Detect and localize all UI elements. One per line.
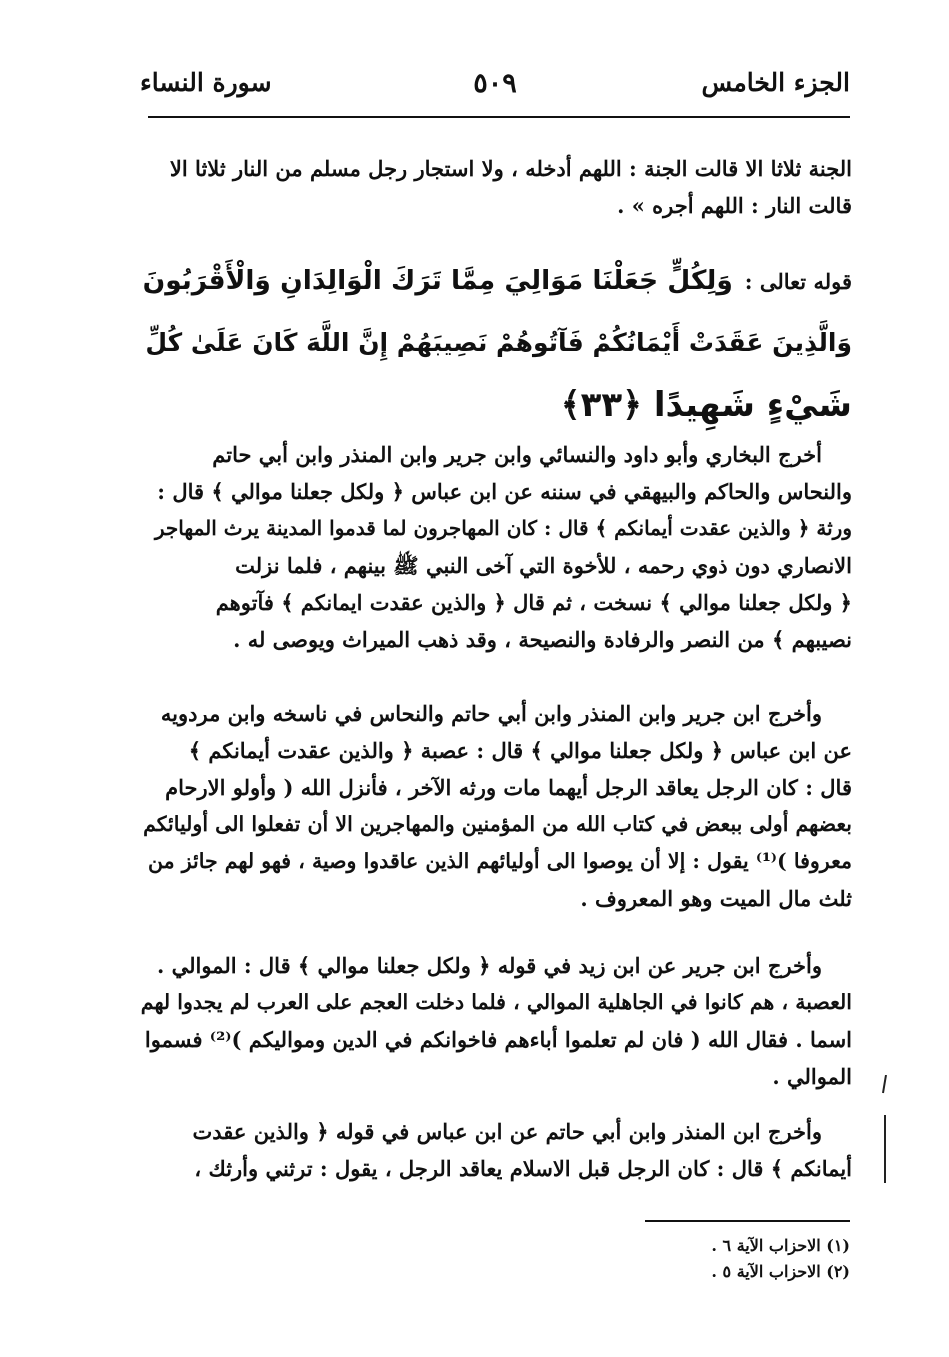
paragraph-1 (140, 436, 852, 658)
text-line: وأخرج ابن جرير عن ابن زيد في قوله ﴿ ولكل جعلنا موالي ﴾ قال : الموالي . (156, 953, 822, 978)
text-line: أيمانكم ﴾ قال : كان الرجل قبل الاسلام يعاقد الرجل ، يقول : ترثني وأرثك ، (194, 1156, 852, 1181)
quran-verse (140, 250, 852, 436)
page-number: ٥٠٩ (473, 68, 517, 99)
text-line: الموالي . (772, 1064, 852, 1089)
paragraph-2 (140, 695, 852, 917)
text-line: عن ابن عباس ﴿ ولكل جعلنا موالي ﴾ قال : عصبة ﴿ والذين عقدت أيمانكم ﴾ (188, 738, 852, 763)
text-line: العصبة ، هم كانوا في الجاهلية الموالي ، فلما دخلت العجم على العرب لم يجدوا لهم (140, 990, 852, 1014)
text-line: ثلث مال الميت وهو المعروف . (580, 886, 852, 911)
text-line: بعضهم أولى ببعض في كتاب الله من المؤمنين والمهاجرين الا أن تفعلوا الى أوليائكم (143, 812, 852, 836)
continued-text (140, 150, 852, 224)
text-line: الجنة ثلاثا الا قالت الجنة : اللهم أدخله ، ولا استجار رجل مسلم من النار ثلاثا الا (169, 156, 852, 181)
verse-line (140, 250, 852, 312)
text-line: الانصاري دون ذوي رحمه ، للأخوة التي آخى النبي ﷺ بينهم ، فلما نزلت (235, 553, 852, 578)
header-rule (148, 116, 850, 118)
text-line: أخرج البخاري وأبو داود والنسائي وابن جرير وابن المنذر وابن أبي حاتم (212, 442, 822, 467)
text-line: نصيبهم ﴾ من النصر والرفادة والنصيحة ، وقد ذهب الميراث ويوصى له . (233, 627, 852, 652)
surah-title: سورة النساء (140, 68, 272, 97)
text-line: اسما . فقال الله ( فان لم تعلموا أباءهم فاخوانكم في الدين ومواليكم )⁽²⁾ فسموا (144, 1027, 852, 1052)
footnotes (711, 1233, 850, 1285)
text-line: ورثة ﴿ والذين عقدت أيمانكم ﴾ قال : كان المهاجرون لما قدموا المدينة يرث المهاجر (154, 516, 852, 540)
footnote-1: (١) الاحزاب الآية ٦ . (711, 1236, 850, 1255)
footnote-2: (٢) الاحزاب الآية ٥ . (711, 1262, 850, 1281)
text-line: قال : كان الرجل يعاقد الرجل أيهما مات ورثه الآخر ، فأنزل الله ( وأولو الارحام (165, 775, 852, 800)
text-line: معروفا )⁽¹⁾ يقول : إلا أن يوصوا الى أوليائهم الذين عاقدوا وصية ، فهو لهم جائز من (147, 849, 852, 873)
footnote-rule (645, 1220, 850, 1222)
verse-text: وَلِكُلٍّ جَعَلْنَا مَوَالِيَ مِمَّا تَرَكَ الْوَالِدَانِ وَالْأَقْرَبُونَ (142, 265, 733, 296)
part-title: الجزء الخامس (701, 68, 850, 97)
page-header (140, 68, 850, 108)
margin-pencil-mark (880, 1075, 890, 1185)
text-line: وأخرج ابن جرير وابن المنذر وابن أبي حاتم والنحاس في ناسخه وابن مردويه (160, 701, 822, 726)
verse-line: شَيْءٍ شَهِيدًا ﴿٣٣﴾ (560, 385, 852, 425)
verse-intro: قوله تعالى : (744, 269, 852, 294)
text-line: وأخرج ابن المنذر وابن أبي حاتم عن ابن عباس في قوله ﴿ والذين عقدت (192, 1119, 822, 1144)
paragraph-3 (140, 947, 852, 1095)
text-line: ﴿ ولكل جعلنا موالي ﴾ نسخت ، ثم قال ﴿ والذين عقدت ايمانكم ﴾ فآتوهم (215, 590, 852, 615)
paragraph-4 (140, 1113, 852, 1187)
text-line: قالت النار : اللهم أجره » . (617, 193, 852, 218)
text-line: والنحاس والحاكم والبيهقي في سننه عن ابن عباس ﴿ ولكل جعلنا موالي ﴾ قال : (157, 479, 852, 504)
verse-line: وَالَّذِينَ عَقَدَتْ أَيْمَانُكُمْ فَآتُوهُمْ نَصِيبَهُمْ إِنَّ اللَّهَ كَانَ عَلَىٰ كُلِّ (145, 328, 852, 357)
